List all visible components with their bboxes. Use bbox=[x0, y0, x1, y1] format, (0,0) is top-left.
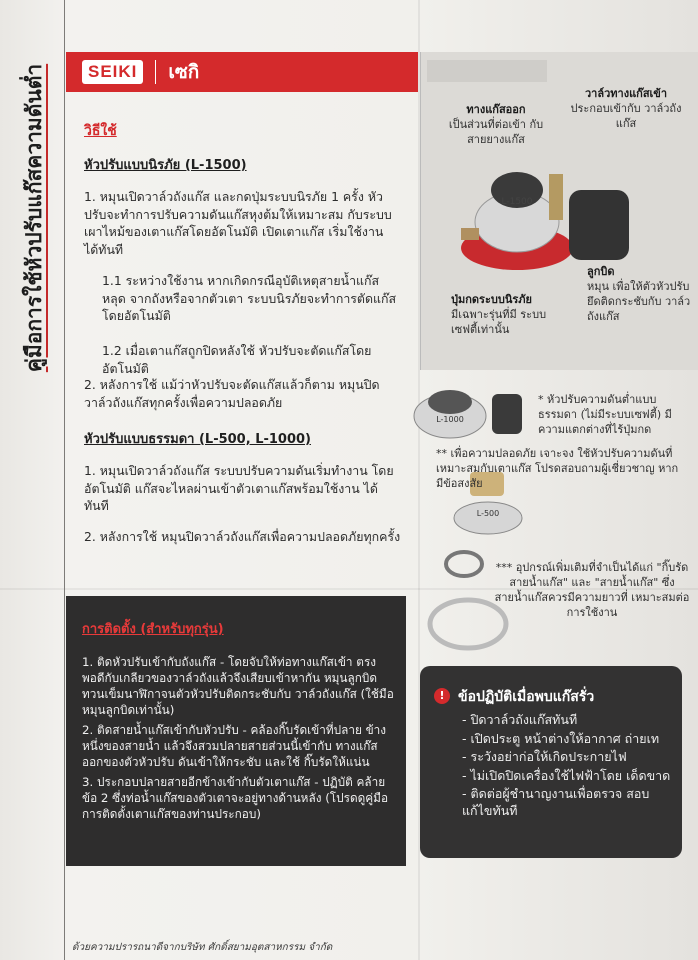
installation-title: การติดตั้ง (สำหรับทุกรุ่น) bbox=[82, 622, 224, 637]
gas-leak-item: - ติดต่อผู้ชำนาญงานเพื่อตรวจ สอบแก้ไขทันที bbox=[462, 786, 650, 818]
label-knob-desc: หมุน เพื่อให้ตัวหัวปรับ ยึดติดกระชับกับ วาล์วถังแก๊ส bbox=[587, 280, 691, 323]
safety-step-2: 2. หลังการใช้ แม้ว่าหัวปรับจะตัดแก๊สแล้วก็ตาม หมุนปิด วาล์วถังแก๊สทุกครั้งเพื่อความปลอดภัย bbox=[84, 377, 380, 410]
gas-leak-title: ข้อปฏิบัติเมื่อพบแก๊สรั่ว bbox=[458, 689, 595, 705]
regulator-l1000-knob bbox=[492, 394, 522, 434]
safety-heading: หัวปรับแบบนิรภัย (L-1500) bbox=[84, 158, 247, 173]
regulator-l500-body bbox=[454, 502, 522, 534]
model-label-l1000: L-1000 bbox=[436, 415, 464, 424]
label-button bbox=[451, 292, 571, 337]
vertical-title: คู่มือการใช้หัวปรับแก๊สความดันต่ำ bbox=[22, 63, 46, 373]
gas-leak-item: - ไม่เปิดปิดเครื่องใช้ไฟฟ้าโดย เด็ดขาด bbox=[462, 767, 671, 783]
footer-text: ด้วยความปรารถนาดีจากบริษัท ศักดิ์สยามอุตสาหกรรม จำกัด bbox=[72, 942, 333, 953]
brand-separator bbox=[155, 60, 156, 84]
safety-step-1: 1. หมุนเปิดวาล์วถังแก๊ส และกดปุ่มระบบนิรภัย 1 ครั้ง หัวปรับจะทำการปรับความดันแก๊สหุงต้มให้เหมาะสม กับระบบเผาไหม้ของเตาแก๊สโดยอัตโนมัติ เปิดเตาแก๊ส เริ่มใช้งานได้ทันที bbox=[84, 189, 392, 257]
installation-step-1: 1. ติดหัวปรับเข้ากับถังแก๊ส - โดยจับให้ท่อทางแก๊สเข้า ตรงพอดีกับเกลียวของวาล์วถังแล้วจึงเสียบเข้าหากัน หมุนลูกบิดทวนเข็มนาฬิกาจนตัวหัวปรับติดกระชับกับ วาล์วถังแก๊ส (ใช้มือหมุนลูกบิดเท่านั้น) bbox=[82, 655, 394, 717]
knob bbox=[569, 190, 629, 260]
label-inlet-desc: ประกอบเข้ากับ วาล์วถังแก๊ส bbox=[570, 102, 682, 130]
outlet-pipe bbox=[461, 228, 479, 240]
safety-step-1-1: 1.1 ระหว่างใช้งาน หากเกิดกรณีอุบัติเหตุสายน้ำแก๊สหลุด จากถังหรือจากตัวเตา ระบบนิรภัยจะทำการตัดแก๊ส โดยอัตโนมัติ bbox=[102, 273, 397, 323]
gas-leak-item: - เปิดประตู หน้าต่างให้อากาศ ถ่ายเท bbox=[462, 730, 660, 746]
gas-leak-item: - ปิดวาล์วถังแก๊สทันที bbox=[462, 712, 578, 727]
installation-panel bbox=[66, 596, 406, 866]
label-inlet-title: วาล์วทางแก๊สเข้า bbox=[585, 87, 667, 100]
model-label-l500: L-500 bbox=[476, 509, 500, 518]
hose-clip bbox=[446, 552, 482, 576]
model-label-l1500: L-1500 bbox=[501, 197, 533, 207]
label-outlet bbox=[441, 102, 551, 147]
vertical-title-strip bbox=[0, 0, 65, 960]
inlet-pipe bbox=[549, 174, 563, 220]
safety-step-1-2: 1.2 เมื่อเตาแก๊สถูกปิดหลังใช้ หัวปรับจะตัดแก๊สโดยอัตโนมัติ bbox=[102, 343, 372, 376]
label-button-desc: มีเฉพาะรุ่นที่มี ระบบเซฟตี้เท่านั้น bbox=[451, 308, 547, 336]
label-outlet-title: ทางแก๊สออก bbox=[466, 103, 526, 116]
brand-logo: SEIKI bbox=[82, 60, 143, 84]
normal-heading: หัวปรับแบบธรรมดา (L-500, L-1000) bbox=[84, 432, 311, 447]
gas-leak-list bbox=[462, 712, 672, 821]
label-outlet-desc: เป็นส่วนที่ต่อเข้า กับสายยางแก๊ส bbox=[448, 118, 544, 146]
installation-list bbox=[82, 654, 396, 826]
note-accessories: *** อุปกรณ์เพิ่มเติมที่จำเป็นได้แก่ "กิ๊บรัดสายน้ำแก๊ส" และ "สายน้ำแก๊ส" ซึ่งสายน้ำแก๊สควรมีความยาวที่ เหมาะสมต่อการใช้งาน bbox=[494, 561, 690, 619]
product-diagram-panel bbox=[420, 52, 698, 370]
installation-step-2: 2. ติดสายน้ำแก๊สเข้ากับหัวปรับ - คล้องกิ๊บรัดเข้าที่ปลาย ข้างหนึ่งของสายน้ำ แล้วจึงสวมปลายสายส่วนนี้เข้ากับ ทางแก๊สออกของตัวหัวปรับ ดันเข้าให้กระชับ และใช้ กิ๊บรัดให้แน่น bbox=[82, 723, 387, 769]
label-inlet bbox=[561, 86, 691, 131]
label-knob-title: ลูกบิด bbox=[587, 265, 615, 278]
normal-step-1: 1. หมุนเปิดวาล์วถังแก๊ส ระบบปรับความดันเริ่มทำงาน โดยอัตโนมัติ แก๊สจะไหลผ่านเข้าตัวเตาแก๊สพร้อมใช้งาน ได้ทันที bbox=[84, 463, 394, 513]
gas-leak-item: - ระวังอย่าก่อให้เกิดประกายไฟ bbox=[462, 749, 627, 764]
note-safety: ** เพื่อความปลอดภัย เจาะจง ใช้หัวปรับความดันที่ เหมาะสมกับเตาแก๊ส โปรดสอบถามผู้เชี่ยวชาญ หากมีข้อสงสัย bbox=[436, 447, 679, 490]
watermark-logo bbox=[427, 60, 547, 82]
gas-leak-panel bbox=[420, 666, 682, 858]
note-low-pressure: * หัวปรับความดันต่ำแบบ ธรรมดา (ไม่มีระบบเซฟตี้) มีความแตกต่างที่ไร้ปุ่มกด bbox=[538, 393, 672, 436]
label-knob bbox=[587, 264, 695, 324]
regulator-l1000-top bbox=[428, 390, 472, 414]
usage-title: วิธีใช้ bbox=[84, 123, 117, 139]
brand-bar bbox=[66, 52, 418, 92]
brand-name-thai: เซกิ bbox=[168, 61, 200, 83]
label-button-title: ปุ่มกดระบบนิรภัย bbox=[451, 293, 532, 306]
installation-step-3: 3. ประกอบปลายสายอีกข้างเข้ากับตัวเตาแก๊ส - ปฏิบัติ คล้ายข้อ 2 ซึ่งท่อน้ำแก๊สของตัวเตาจะอยู่ทางด้านหลัง (โปรดดูคู่มือการติดตั้งเตาแก๊สของท่านประกอบ) bbox=[82, 775, 389, 821]
normal-step-2: 2. หลังการใช้ หมุนปิดวาล์วถังแก๊สเพื่อความปลอดภัยทุกครั้ง bbox=[84, 529, 401, 544]
warning-icon: ! bbox=[434, 688, 450, 704]
